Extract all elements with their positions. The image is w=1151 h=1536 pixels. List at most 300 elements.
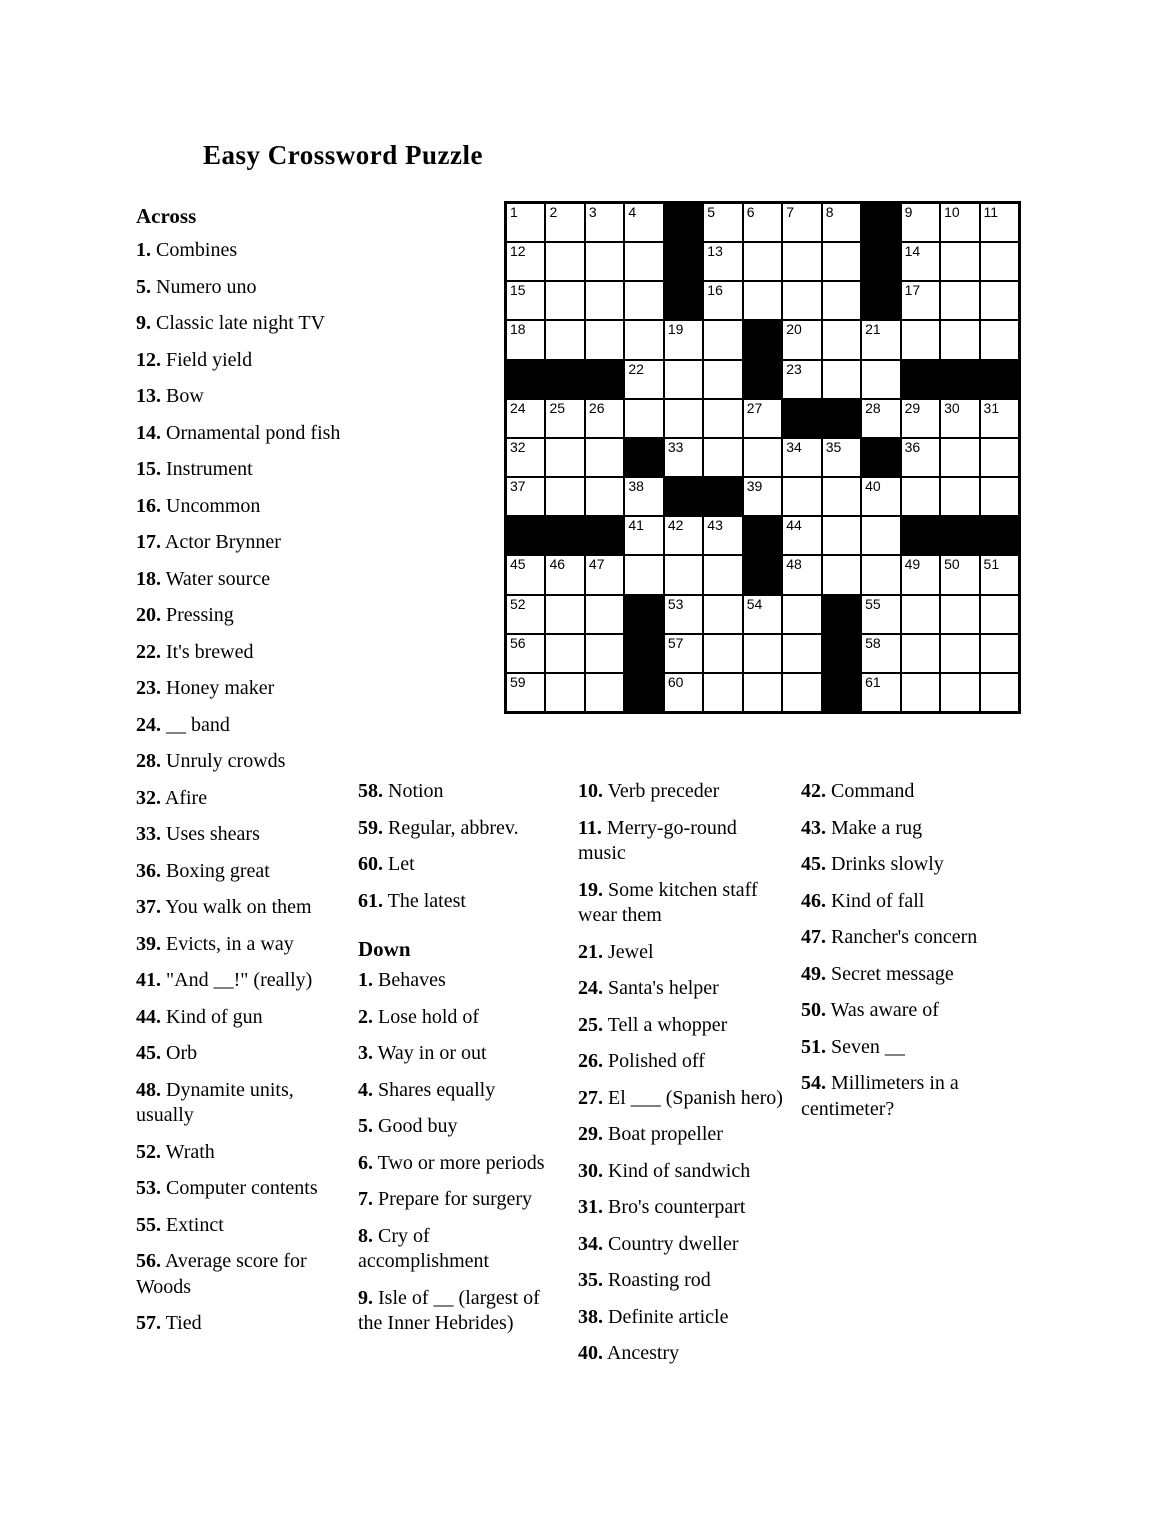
cell-number: 9 (904, 204, 913, 220)
across-heading: Across (136, 204, 197, 228)
cell-number: 41 (628, 517, 644, 534)
grid-cell-black (506, 360, 545, 399)
cell-number: 57 (667, 634, 684, 651)
grid-cell-black (822, 673, 861, 712)
grid-cell[interactable] (664, 634, 703, 673)
grid-cell[interactable] (506, 399, 545, 438)
grid-cell[interactable] (861, 320, 900, 359)
grid-cell[interactable] (703, 242, 742, 281)
grid-cell[interactable] (506, 634, 545, 673)
cell-number: 53 (667, 595, 684, 612)
grid-cell[interactable] (703, 281, 742, 320)
grid-cell[interactable] (980, 320, 1019, 359)
grid-cell[interactable] (782, 203, 821, 242)
clue-number: 46. (801, 889, 826, 912)
clue-number: 45. (136, 1042, 161, 1064)
grid-cell[interactable] (901, 281, 940, 320)
clue-number: 58. (358, 780, 383, 802)
grid-cell[interactable] (901, 673, 940, 712)
grid-cell[interactable] (980, 595, 1019, 634)
grid-cell[interactable] (743, 399, 782, 438)
clue-number: 21. (578, 940, 603, 963)
grid-cell[interactable] (585, 477, 624, 516)
grid-cell[interactable] (980, 673, 1019, 712)
grid-cell[interactable] (782, 320, 821, 359)
grid-cell[interactable] (940, 477, 979, 516)
clue-down-27: 27. El ___ (Spanish hero) (578, 1086, 783, 1109)
grid-cell[interactable] (940, 673, 979, 712)
grid-cell[interactable] (782, 360, 821, 399)
clue-across-16: 16. Uncommon (136, 494, 261, 517)
grid-cell[interactable] (901, 477, 940, 516)
grid-cell-black (624, 634, 663, 673)
grid-cell[interactable] (585, 634, 624, 673)
grid-cell[interactable] (822, 516, 861, 555)
clue-number: 1. (136, 239, 151, 261)
grid-cell-black (743, 320, 782, 359)
grid-cell[interactable] (703, 595, 742, 634)
clue-number: 40. (578, 1342, 603, 1364)
cell-number: 44 (786, 517, 802, 534)
cell-number: 4 (628, 204, 637, 220)
grid-cell[interactable] (585, 203, 624, 242)
cell-number: 17 (904, 282, 921, 299)
grid-cell[interactable] (743, 203, 782, 242)
clue-number: 23. (136, 677, 161, 699)
grid-cell[interactable] (901, 242, 940, 281)
grid-cell-black (743, 360, 782, 399)
grid-cell[interactable] (664, 555, 703, 594)
grid-cell[interactable] (743, 281, 782, 320)
grid-cell[interactable] (940, 399, 979, 438)
grid-cell[interactable] (782, 281, 821, 320)
across-clues-continued (358, 779, 563, 914)
grid-cell[interactable] (743, 595, 782, 634)
clue-across-45: 45. Orb (136, 1042, 198, 1064)
grid-cell[interactable] (901, 555, 940, 594)
cell-number: 55 (865, 595, 881, 612)
cell-number: 20 (786, 321, 802, 338)
clue-number: 5. (136, 275, 151, 298)
clue-down-24: 24. Santa's helper (578, 977, 719, 999)
clue-number: 51. (801, 1035, 826, 1058)
clue-down-29: 29. Boat propeller (578, 1123, 723, 1145)
clue-number: 7. (358, 1188, 373, 1210)
grid-cell[interactable] (822, 555, 861, 594)
grid-cell[interactable] (624, 281, 663, 320)
cell-number: 6 (746, 204, 755, 220)
grid-cell[interactable] (585, 673, 624, 712)
grid-cell[interactable] (703, 360, 742, 399)
grid-cell[interactable] (624, 399, 663, 438)
grid-cell[interactable] (782, 438, 821, 477)
grid-cell[interactable] (585, 555, 624, 594)
grid-cell[interactable] (585, 438, 624, 477)
grid-cell[interactable] (585, 281, 624, 320)
clue-across-15: 15. Instrument (136, 458, 253, 480)
cell-number: 25 (549, 399, 566, 416)
clue-number: 49. (801, 962, 826, 985)
grid-cell[interactable] (545, 595, 584, 634)
cell-number: 16 (707, 282, 723, 299)
clue-number: 20. (136, 604, 161, 626)
cell-number: 24 (510, 399, 526, 416)
grid-cell-black (664, 203, 703, 242)
clue-across-14: 14. Ornamental pond fish (136, 421, 341, 444)
crossword-grid (504, 201, 1021, 714)
grid-cell[interactable] (822, 438, 861, 477)
grid-cell[interactable] (901, 399, 940, 438)
grid-cell[interactable] (822, 242, 861, 281)
clue-number: 29. (578, 1123, 603, 1145)
grid-cell[interactable] (545, 555, 584, 594)
clue-down-31: 31. Bro's counterpart (578, 1196, 746, 1218)
grid-cell[interactable] (861, 516, 900, 555)
grid-cell[interactable] (940, 555, 979, 594)
clue-down-30: 30. Kind of sandwich (578, 1159, 751, 1182)
clue-number: 24. (136, 713, 161, 736)
grid-cell[interactable] (980, 634, 1019, 673)
grid-cell[interactable] (545, 438, 584, 477)
clue-number: 31. (578, 1196, 603, 1218)
grid-cell[interactable] (624, 242, 663, 281)
clue-down-21: 21. Jewel (578, 940, 654, 963)
clue-number: 32. (136, 786, 161, 809)
clue-across-55: 55. Extinct (136, 1213, 224, 1236)
clue-across-58: 58. Notion (358, 780, 444, 802)
grid-cell[interactable] (822, 360, 861, 399)
cell-number: 21 (865, 321, 881, 338)
clue-down-3: 3. Way in or out (358, 1042, 487, 1064)
grid-cell[interactable] (664, 516, 703, 555)
grid-cell[interactable] (545, 281, 584, 320)
cell-number: 40 (865, 478, 881, 495)
grid-cell[interactable] (664, 320, 703, 359)
grid-cell-black (822, 595, 861, 634)
clue-down-45: 45. Drinks slowly (801, 853, 944, 875)
clue-down-51: 51. Seven __ (801, 1035, 905, 1058)
grid-cell[interactable] (664, 438, 703, 477)
cell-number: 54 (746, 595, 763, 612)
clue-number: 45. (801, 853, 826, 875)
cell-number: 61 (865, 673, 881, 690)
cell-number: 36 (904, 438, 921, 455)
cell-number: 30 (944, 399, 960, 416)
clue-number: 48. (136, 1078, 161, 1101)
clue-across-44: 44. Kind of gun (136, 1005, 263, 1028)
clue-across-32: 32. Afire (136, 786, 208, 809)
grid-cell[interactable] (506, 281, 545, 320)
grid-cell[interactable] (782, 634, 821, 673)
grid-cell[interactable] (624, 203, 663, 242)
grid-cell[interactable] (743, 673, 782, 712)
grid-cell[interactable] (901, 634, 940, 673)
clues-column-4 (801, 779, 1001, 1133)
grid-cell[interactable] (782, 555, 821, 594)
clues-column-2 (358, 779, 563, 1348)
clue-across-20: 20. Pressing (136, 604, 234, 626)
grid-cell-black (664, 242, 703, 281)
grid-cell[interactable] (980, 399, 1019, 438)
grid-cell[interactable] (782, 595, 821, 634)
grid-cell[interactable] (545, 673, 584, 712)
grid-cell[interactable] (822, 477, 861, 516)
clue-across-9: 9. Classic late night TV (136, 312, 326, 334)
cell-number: 60 (667, 673, 684, 690)
clue-number: 1. (358, 969, 373, 991)
clue-across-57: 57. Tied (136, 1312, 202, 1334)
clue-number: 2. (358, 1005, 373, 1028)
clue-number: 28. (136, 750, 161, 772)
clue-number: 60. (358, 853, 383, 875)
grid-cell[interactable] (703, 438, 742, 477)
clue-across-60: 60. Let (358, 853, 415, 875)
grid-cell[interactable] (940, 595, 979, 634)
clue-down-25: 25. Tell a whopper (578, 1013, 728, 1036)
clue-across-56: 56. Average score for Woods (136, 1250, 307, 1298)
grid-cell[interactable] (861, 673, 900, 712)
grid-cell[interactable] (743, 477, 782, 516)
cell-number: 58 (865, 634, 881, 651)
cell-number: 8 (825, 204, 834, 220)
cell-number: 35 (825, 438, 842, 455)
clue-number: 15. (136, 458, 161, 480)
grid-cell[interactable] (743, 438, 782, 477)
grid-cell[interactable] (703, 399, 742, 438)
grid-cell[interactable] (703, 516, 742, 555)
down-clues-list (358, 968, 563, 1337)
clue-number: 22. (136, 640, 161, 663)
grid-cell[interactable] (980, 555, 1019, 594)
clue-down-38: 38. Definite article (578, 1305, 729, 1328)
clue-number: 27. (578, 1086, 603, 1109)
grid-cell[interactable] (940, 438, 979, 477)
cell-number: 39 (746, 478, 763, 495)
grid-cell-black (664, 281, 703, 320)
clue-down-34: 34. Country dweller (578, 1232, 739, 1255)
grid-cell[interactable] (545, 242, 584, 281)
grid-cell[interactable] (703, 203, 742, 242)
clue-down-9: 9. Isle of __ (largest of the Inner Hebrides) (358, 1286, 540, 1334)
grid-cell[interactable] (506, 673, 545, 712)
grid-cell[interactable] (980, 203, 1019, 242)
cell-number: 2 (549, 204, 558, 220)
grid-cell[interactable] (585, 595, 624, 634)
grid-cell[interactable] (624, 477, 663, 516)
clue-across-48: 48. Dynamite units, usually (136, 1078, 294, 1126)
clue-across-53: 53. Computer contents (136, 1177, 318, 1199)
grid-cell[interactable] (822, 281, 861, 320)
clue-number: 55. (136, 1213, 161, 1236)
clue-number: 54. (801, 1072, 826, 1094)
cell-number: 19 (667, 321, 684, 338)
grid-cell[interactable] (664, 673, 703, 712)
clues-column-3 (578, 779, 785, 1378)
clue-across-28: 28. Unruly crowds (136, 750, 286, 772)
clue-down-26: 26. Polished off (578, 1050, 705, 1072)
clue-number: 11. (578, 816, 602, 839)
clue-across-12: 12. Field yield (136, 348, 253, 371)
grid-cell[interactable] (940, 634, 979, 673)
grid-cell[interactable] (980, 281, 1019, 320)
cell-number: 47 (588, 556, 605, 573)
clue-down-5: 5. Good buy (358, 1115, 458, 1137)
grid-cell[interactable] (940, 242, 979, 281)
grid-cell-black (861, 438, 900, 477)
clue-down-54: 54. Millimeters in a centimeter? (801, 1072, 959, 1120)
clue-number: 33. (136, 823, 161, 845)
grid-cell-black (782, 399, 821, 438)
grid-cell-black (545, 360, 584, 399)
clue-number: 3. (358, 1042, 373, 1064)
grid-cell[interactable] (506, 242, 545, 281)
clue-across-59: 59. Regular, abbrev. (358, 816, 519, 839)
clue-number: 35. (578, 1269, 603, 1291)
grid-cell[interactable] (664, 595, 703, 634)
cell-number: 56 (510, 634, 526, 651)
grid-cell[interactable] (506, 477, 545, 516)
grid-cell[interactable] (545, 320, 584, 359)
grid-cell-black (624, 438, 663, 477)
grid-cell-black (743, 516, 782, 555)
grid-cell[interactable] (664, 360, 703, 399)
grid-cell[interactable] (861, 634, 900, 673)
clue-down-49: 49. Secret message (801, 962, 954, 985)
grid-cell[interactable] (782, 242, 821, 281)
grid-cell[interactable] (585, 320, 624, 359)
grid-cell-black (901, 516, 940, 555)
clue-number: 6. (358, 1151, 373, 1174)
clue-number: 34. (578, 1232, 603, 1255)
clue-down-11: 11. Merry-go-round music (578, 816, 737, 864)
cell-number: 22 (628, 360, 644, 377)
clue-number: 37. (136, 896, 161, 918)
grid-cell[interactable] (861, 477, 900, 516)
clue-number: 10. (578, 780, 603, 802)
clue-down-10: 10. Verb preceder (578, 780, 720, 802)
cell-number: 50 (944, 556, 960, 573)
grid-cell[interactable] (822, 320, 861, 359)
grid-cell[interactable] (861, 555, 900, 594)
clue-down-40: 40. Ancestry (578, 1342, 680, 1364)
clue-down-47: 47. Rancher's concern (801, 926, 978, 948)
cell-number: 33 (667, 438, 684, 455)
grid-cell[interactable] (861, 595, 900, 634)
cell-number: 13 (707, 243, 723, 260)
grid-cell[interactable] (624, 320, 663, 359)
cell-number: 52 (510, 595, 526, 612)
grid-cell[interactable] (940, 281, 979, 320)
cell-number: 10 (944, 204, 960, 220)
cell-number: 15 (510, 282, 526, 299)
grid-cell[interactable] (585, 399, 624, 438)
grid-cell[interactable] (782, 673, 821, 712)
page-title: Easy Crossword Puzzle (203, 140, 483, 170)
grid-cell[interactable] (861, 360, 900, 399)
clue-across-5: 5. Numero uno (136, 275, 257, 298)
cell-number: 28 (865, 399, 881, 416)
clue-across-33: 33. Uses shears (136, 823, 260, 845)
grid-cell[interactable] (980, 477, 1019, 516)
grid-cell-black (703, 477, 742, 516)
grid-cell-black (940, 516, 979, 555)
grid-cell[interactable] (624, 555, 663, 594)
clue-number: 4. (358, 1078, 373, 1101)
grid-cell[interactable] (703, 555, 742, 594)
grid-cell-black (980, 516, 1019, 555)
grid-cell[interactable] (624, 360, 663, 399)
grid-cell[interactable] (545, 203, 584, 242)
grid-cell[interactable] (901, 203, 940, 242)
grid-cell[interactable] (743, 634, 782, 673)
clue-down-4: 4. Shares equally (358, 1078, 496, 1101)
cell-number: 3 (588, 204, 597, 220)
grid-cell[interactable] (506, 320, 545, 359)
cell-number: 29 (904, 399, 921, 416)
grid-cell[interactable] (624, 516, 663, 555)
cell-number: 46 (549, 556, 566, 573)
cell-number: 5 (707, 204, 716, 220)
grid-cell[interactable] (861, 399, 900, 438)
grid-cell-black (861, 281, 900, 320)
clue-across-36: 36. Boxing great (136, 859, 270, 882)
grid-cell[interactable] (901, 595, 940, 634)
clue-down-35: 35. Roasting rod (578, 1269, 711, 1291)
grid-cell[interactable] (940, 203, 979, 242)
grid-cell[interactable] (822, 203, 861, 242)
cell-number: 12 (510, 243, 526, 260)
grid-cell-black (585, 516, 624, 555)
grid-cell[interactable] (980, 438, 1019, 477)
clue-down-42: 42. Command (801, 780, 915, 802)
grid-cell[interactable] (585, 242, 624, 281)
grid-cell[interactable] (545, 634, 584, 673)
grid-cell[interactable] (506, 438, 545, 477)
grid-cell[interactable] (940, 320, 979, 359)
clue-across-61: 61. The latest (358, 889, 466, 912)
grid-cell[interactable] (782, 477, 821, 516)
cell-number: 42 (667, 517, 684, 534)
cell-number: 45 (510, 556, 526, 573)
grid-cell[interactable] (901, 320, 940, 359)
grid-cell[interactable] (743, 242, 782, 281)
clue-down-1: 1. Behaves (358, 969, 446, 991)
cell-number: 27 (746, 399, 763, 416)
grid-cell[interactable] (506, 595, 545, 634)
clue-down-46: 46. Kind of fall (801, 889, 925, 912)
grid-cell[interactable] (703, 673, 742, 712)
grid-cell[interactable] (506, 203, 545, 242)
clue-across-13: 13. Bow (136, 385, 204, 407)
across-clues-column (136, 203, 351, 1348)
grid-cell[interactable] (901, 438, 940, 477)
grid-cell[interactable] (782, 516, 821, 555)
grid-cell[interactable] (506, 555, 545, 594)
grid-cell[interactable] (703, 320, 742, 359)
clue-across-37: 37. You walk on them (136, 896, 312, 918)
cell-number: 14 (904, 243, 921, 260)
clue-number: 13. (136, 385, 161, 407)
clue-across-18: 18. Water source (136, 567, 271, 590)
grid-cell[interactable] (703, 634, 742, 673)
clue-across-23: 23. Honey maker (136, 677, 275, 699)
cell-number: 31 (983, 399, 1000, 416)
grid-cell[interactable] (545, 477, 584, 516)
grid-cell[interactable] (664, 399, 703, 438)
grid-cell[interactable] (545, 399, 584, 438)
clue-number: 36. (136, 859, 161, 882)
grid-cell[interactable] (980, 242, 1019, 281)
